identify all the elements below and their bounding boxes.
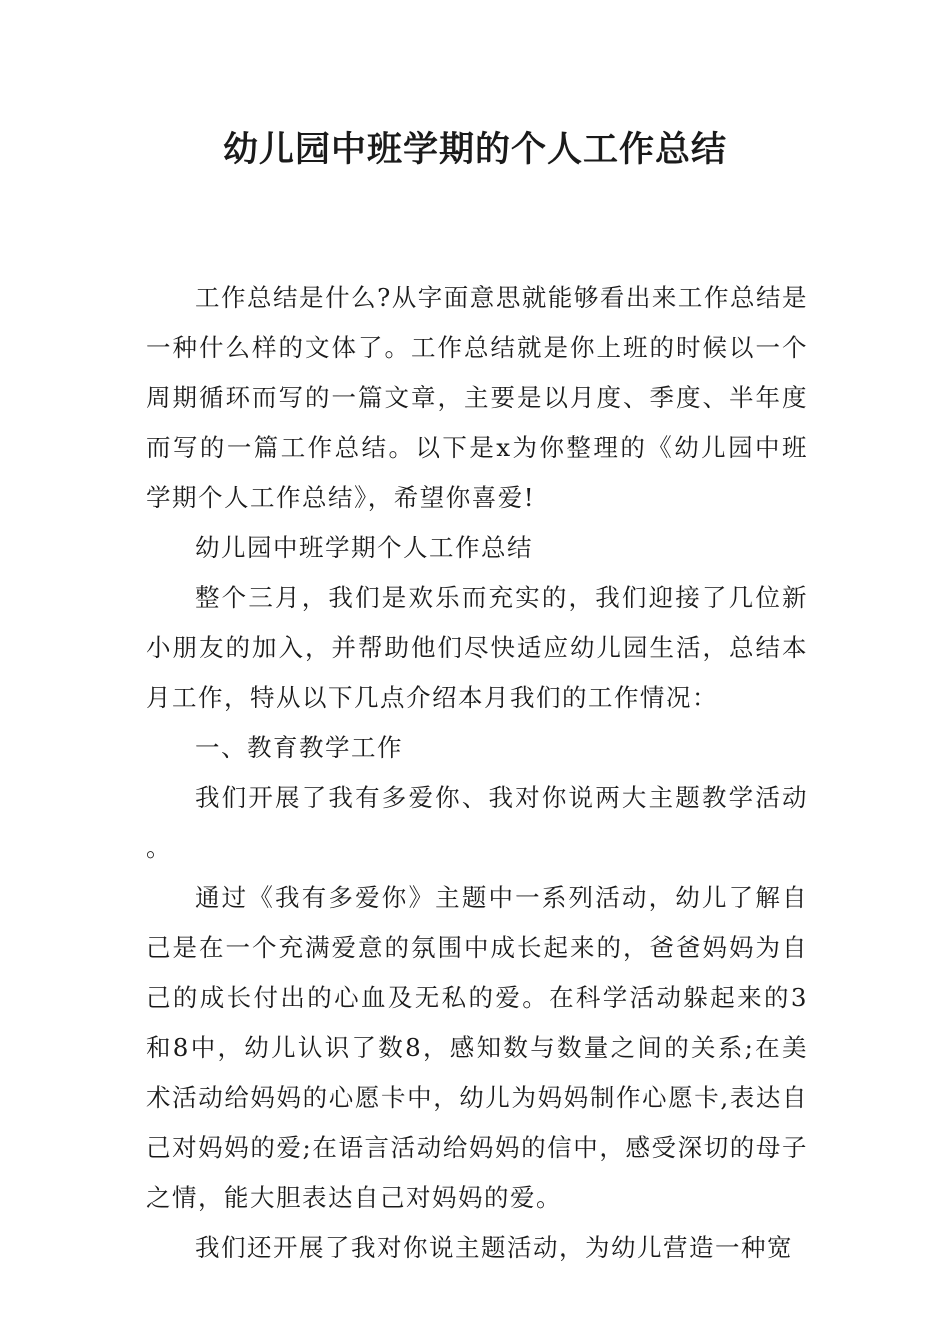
themes-paragraph: 我们开展了我有多爱你、我对你说两大主题教学活动。 (146, 783, 808, 862)
document-body (146, 273, 808, 1273)
document-title: 幼儿园中班学期的个人工作总结 (222, 130, 727, 170)
intro-paragraph: 工作总结是什么?从字面意思就能够看出来工作总结是一种什么样的文体了。工作总结就是你上班的时候以一个周期循环而写的一篇文章，主要是以月度、季度、半年度而写的一篇工作总结。以下是x为你整理的《幼儿园中班学期个人工作总结》，希望你喜爱! (146, 283, 808, 512)
subsection-heading-education: 一、教育教学工作 (195, 733, 403, 762)
march-summary-paragraph: 整个三月，我们是欢乐而充实的，我们迎接了几位新小朋友的加入，并帮助他们尽快适应幼儿园生活，总结本月工作，特从以下几点介绍本月我们的工作情况： (146, 583, 808, 712)
love-theme-paragraph: 通过《我有多爱你》主题中一系列活动，幼儿了解自己是在一个充满爱意的氛围中成长起来的，爸爸妈妈为自己的成长付出的心血及无私的爱。在科学活动躲起来的3和8中，幼儿认识了数8，感知数与数量之间的关系;在美术活动给妈妈的心愿卡中，幼儿为妈妈制作心愿卡,表达自己对妈妈的爱;在语言活动给妈妈的信中，感受深切的母子之情，能大胆表达自己对妈妈的爱。 (146, 883, 808, 1212)
section-heading: 幼儿园中班学期个人工作总结 (195, 533, 533, 562)
tell-you-theme-paragraph: 我们还开展了我对你说主题活动，为幼儿营造一种宽 (195, 1233, 793, 1262)
